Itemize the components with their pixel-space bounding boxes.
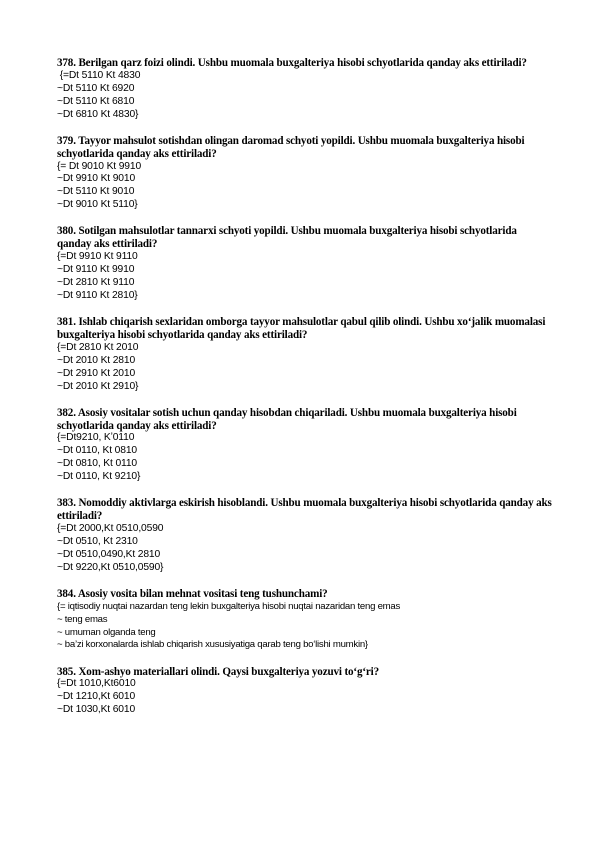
question-block: [57, 497, 552, 574]
answer-option: {=Dt 1010,Kt6010: [57, 678, 136, 690]
question-title: 385. Xom-ashyo materiallari olindi. Qaysi buxgalteriya yozuvi to‘g‘ri?: [57, 665, 379, 678]
answer-option: {=Dt 2810 Kt 2010: [57, 341, 139, 353]
answer-option: ~Dt 9110 Kt 2810}: [57, 289, 138, 301]
answer-option: ~Dt 0510, Kt 2310: [57, 535, 138, 547]
answer-option: ~ ba’zi korxonalarda ishlab chiqarish xususiyatiga qarab teng bo‘lishi mumkin}: [57, 639, 368, 651]
answer-option: ~Dt 9910 Kt 9010: [57, 173, 136, 185]
question-title: 381. Ishlab chiqarish sexlaridan omborga tayyor mahsulotlar qabul qilib olindi. Ushbu xo‘jalik muomalasi buxgalteriya hisobi schyotlarida qanday aks ettiriladi?: [57, 315, 546, 341]
answer-option: {=Dt9210, Kʼ0110: [57, 432, 135, 444]
question-title: 383. Nomoddiy aktivlarga eskirish hisoblandi. Ushbu muomala buxgalteriya hisobi schyotlarida qanday aks ettiriladi?: [57, 497, 552, 523]
answer-option: {=Dt 9910 Kt 9110: [57, 251, 138, 263]
answer-option: ~Dt 2010 Kt 2810: [57, 354, 136, 366]
question-block: [57, 225, 552, 302]
document-page: [57, 57, 552, 730]
answer-option: ~Dt 6810 Kt 4830}: [57, 108, 139, 120]
question-title: 379. Tayyor mahsulot sotishdan olingan daromad schyoti yopildi. Ushbu muomala buxgalteriya hisobi schyotlarida qanday aks ettiriladi?: [57, 134, 525, 160]
answer-option: ~Dt 5110 Kt 6920: [57, 82, 135, 94]
answer-option: ~Dt 5110 Kt 9010: [57, 186, 135, 198]
question-block: [57, 57, 552, 122]
answer-option: {= Dt 9010 Kt 9910: [57, 160, 142, 172]
answer-option: {=Dt 5110 Kt 4830: [57, 69, 141, 81]
answer-option: ~Dt 9110 Kt 9910: [57, 264, 135, 276]
question-title: 382. Asosiy vositalar sotish uchun qanday hisobdan chiqariladi. Ushbu muomala buxgalteriya hisobi schyotlarida qanday aks ettiriladi?: [57, 406, 517, 432]
question-title: 380. Sotilgan mahsulotlar tannarxi schyoti yopildi. Ushbu muomala buxgalteriya hisobi schyotlarida qanday aks ettiriladi?: [57, 225, 517, 251]
answer-option: ~Dt 0110, Kt 0810: [57, 445, 137, 457]
answer-option: ~Dt 2010 Kt 2910}: [57, 380, 139, 392]
answer-option: ~Dt 0510,0490,Kt 2810: [57, 548, 161, 560]
answer-option: ~Dt 9220,Kt 0510,0590}: [57, 561, 164, 573]
question-block: [57, 588, 552, 653]
answer-option: ~Dt 0810, Kt 0110: [57, 458, 137, 470]
question-block: [57, 135, 552, 212]
answer-option: {=Dt 2000,Kt 0510,0590: [57, 523, 164, 535]
answer-option: ~Dt 9010 Kt 5110}: [57, 199, 138, 211]
answer-option: ~Dt 1030,Kt 6010: [57, 704, 136, 716]
answer-option: ~Dt 0110, Kt 9210}: [57, 471, 141, 483]
answer-option: ~ umuman olganda teng: [57, 626, 156, 638]
answer-option: ~Dt 2910 Kt 2010: [57, 367, 136, 379]
answer-option: {= iqtisodiy nuqtai nazardan teng lekin buxgalteriya hisobi nuqtai nazaridan teng emas: [57, 600, 401, 612]
answer-option: ~Dt 1210,Kt 6010: [57, 691, 136, 703]
question-title: 378. Berilgan qarz foizi olindi. Ushbu muomala buxgalteriya hisobi schyotlarida qanday aks ettiriladi?: [57, 57, 527, 69]
question-block: [57, 666, 552, 718]
answer-option: ~Dt 2810 Kt 9110: [57, 276, 135, 288]
answer-option: ~ teng emas: [57, 613, 108, 625]
answer-option: ~Dt 5110 Kt 6810: [57, 95, 135, 107]
question-title: 384. Asosiy vosita bilan mehnat vositasi teng tushunchami?: [57, 587, 328, 600]
question-block: [57, 407, 552, 484]
question-block: [57, 316, 552, 393]
